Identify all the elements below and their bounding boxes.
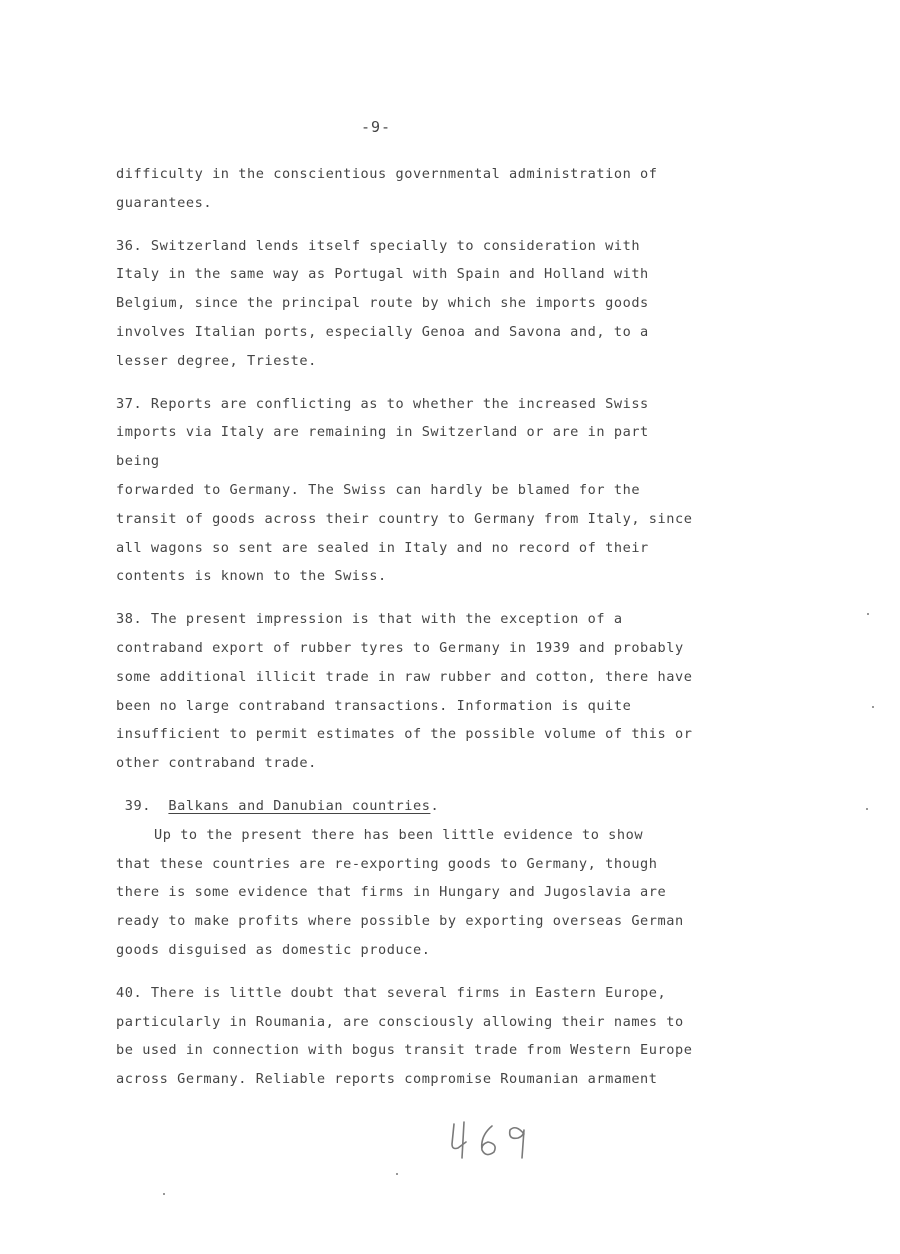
scan-speck	[867, 613, 869, 615]
paragraph-37: 37. Reports are conflicting as to whether the increased Swiss imports via Italy are remaining in Switzerland or are in part being forwarded to Germany. The Swiss can hardly be blamed for the transit of goods across their country to Germany from Italy, since all wagons so sent are sealed in Italy and no record of their contents is known to the Swiss.	[116, 395, 693, 585]
paragraph-39: Up to the present there has been little evidence to show that these countries are re-exporting goods to Germany, though there is some evidence that firms in Hungary and Jugoslavia are ready to make profits where possible by exporting overseas German goods disguised as domestic produce.	[116, 826, 684, 958]
scan-speck	[866, 808, 868, 810]
section-39-title-suffix: .	[430, 797, 440, 814]
section-39-heading	[116, 792, 696, 821]
paragraph-40: 40. There is little doubt that several firms in Eastern Europe, particularly in Roumania, are consciously allowing their names to be used in connection with bogus transit trade from Western Europe across Germany. Reliable reports compromise Roumanian armament	[116, 984, 693, 1088]
section-39-number: 39.	[116, 797, 169, 814]
page-number: -9-	[360, 118, 392, 136]
scan-speck	[872, 706, 874, 708]
paragraph-38: 38. The present impression is that with the exception of a contraband export of rubber tyres to Germany in 1939 and probably some additional illicit trade in raw rubber and cotton, there have been no large contraband transactions. Information is quite insufficient to permit estimates of the possible volume of this or other contraband trade.	[116, 611, 693, 772]
document-body	[116, 160, 696, 1108]
scan-speck	[396, 1173, 398, 1175]
section-39-title: Balkans and Danubian countries	[168, 797, 431, 814]
paragraph-continuation: difficulty in the conscientious governmental administration of guarantees.	[116, 166, 658, 211]
handwritten-page-mark	[448, 1118, 538, 1162]
scan-speck	[163, 1193, 165, 1195]
paragraph-36: 36. Switzerland lends itself specially to consideration with Italy in the same way as Portugal with Spain and Holland with Belgium, since the principal route by which she imports goods involves Italian ports, especially Genoa and Savona and, to a lesser degree, Trieste.	[116, 237, 649, 369]
